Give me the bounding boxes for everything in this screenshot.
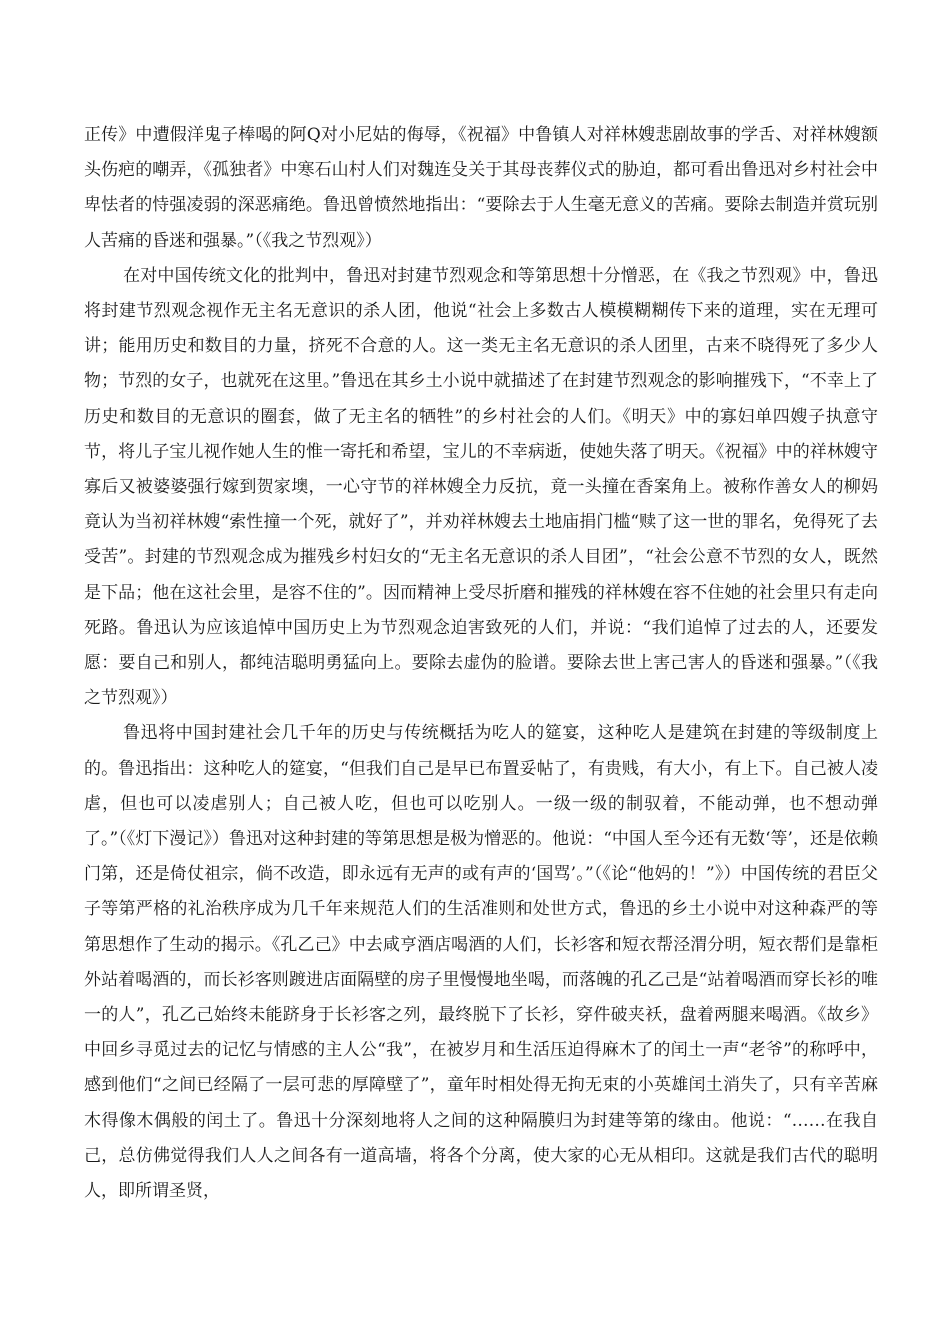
paragraph-2: 在对中国传统文化的批判中，鲁迅对封建节烈观念和等第思想十分憎恶，在《我之节烈观》中，鲁迅将封建节烈观念视作无主名无意识的杀人团，他说“社会上多数古人模模糊糊传下来的道理，实在无理可讲；能用历史和数目的力量，挤死不合意的人。这一类无主名无意识的杀人团里，古来不晓得死了多少人物；节烈的女子，也就死在这里。”鲁迅在其乡土小说中就描述了在封建节烈观念的影响摧残下，“不幸上了历史和数目的无意识的圈套，做了无主名的牺牲”的乡村社会的人们。《明天》中的寡妇单四嫂子执意守节，将儿子宝儿视作她人生的惟一寄托和希望，宝儿的不幸病逝，使她失落了明天。《祝福》中的祥林嫂守寡后又被婆婆强行嫁到贺家墺，一心守节的祥林嫂全力反抗，竟一头撞在香案角上。被称作善女人的柳妈竟认为当初祥林嫂“索性撞一个死，就好了”，并劝祥林嫂去土地庙捐门槛“赎了这一世的罪名，免得死了去受苦”。封建的节烈观念成为摧残乡村妇女的“无主名无意识的杀人目团”，“社会公意不节烈的女人，既然是下品；他在这社会里，是容不住的”。因而精神上受尽折磨和摧残的祥林嫂在容不住她的社会里只有走向死路。鲁迅认为应该追悼中国历史上为节烈观念迫害致死的人们，并说：“我们追悼了过去的人，还要发愿：要自己和别人，都纯洁聪明勇猛向上。要除去虚伪的脸谱。要除去世上害己害人的昏迷和强暴。”（《我之节烈观》） <box>84 265 878 709</box>
paragraph-3: 鲁迅将中国封建社会几千年的历史与传统概括为吃人的筵宴，这种吃人是建筑在封建的等级制度上的。鲁迅指出：这种吃人的筵宴，“但我们自己是早已布置妥帖了，有贵贱，有大小，有上下。自己被人凌虐，但也可以凌虐别人；自己被人吃，但也可以吃别人。一级一级的制驭着，不能动弹，也不想动弹了。”（《灯下漫记》）鲁迅对这种封建的等第思想是极为憎恶的。他说：“中国人至今还有无数‘等’，还是依赖门第，还是倚仗祖宗，倘不改造，即永远有无声的或有声的‘国骂’。”（《论“他妈的！”》）中国传统的君臣父子等第严格的礼治秩序成为几千年来规范人们的生活准则和处世方式，鲁迅的乡土小说中对这种森严的等第思想作了生动的揭示。《孔乙己》中去咸亨酒店喝酒的人们，长衫客和短衣帮泾渭分明，短衣帮们是靠柜外站着喝酒的，而长衫客则踱进店面隔壁的房子里慢慢地坐喝，而落魄的孔乙己是“站着喝酒而穿长衫的唯一的人”，孔乙己始终未能跻身于长衫客之列，最终脱下了长衫，穿件破夹袄，盘着两腿来喝酒。《故乡》中回乡寻觅过去的记忆与情感的主人公“我”，在被岁月和生活压迫得麻木了的闰土一声“老爷”的称呼中，感到他们“之间已经隔了一层可悲的厚障壁了”，童年时相处得无拘无束的小英雄闰土消失了，只有辛苦麻木得像木偶般的闰土了。鲁迅十分深刻地将人之间的这种隔膜归为封建等第的缘由。他说：“……在我自己，总仿佛觉得我们人人之间各有一道高墙，将各个分离，使大家的心无从相印。这就是我们古代的聪明人，即所谓圣贤， <box>84 723 878 1202</box>
document-page <box>84 118 878 1209</box>
paragraph-1: 正传》中遭假洋鬼子棒喝的阿Q对小尼姑的侮辱，《祝福》中鲁镇人对祥林嫂悲剧故事的学舌、对祥林嫂额头伤疤的嘲弄，《孤独者》中寒石山村人们对魏连殳关于其母丧葬仪式的胁迫，都可看出鲁迅对乡村社会中卑怯者的恃强凌弱的深恶痛绝。鲁迅曾愤然地指出：“要除去于人生毫无意义的苦痛。要除去制造并赏玩别人苦痛的昏迷和强暴。”（《我之节烈观》） <box>84 125 878 251</box>
